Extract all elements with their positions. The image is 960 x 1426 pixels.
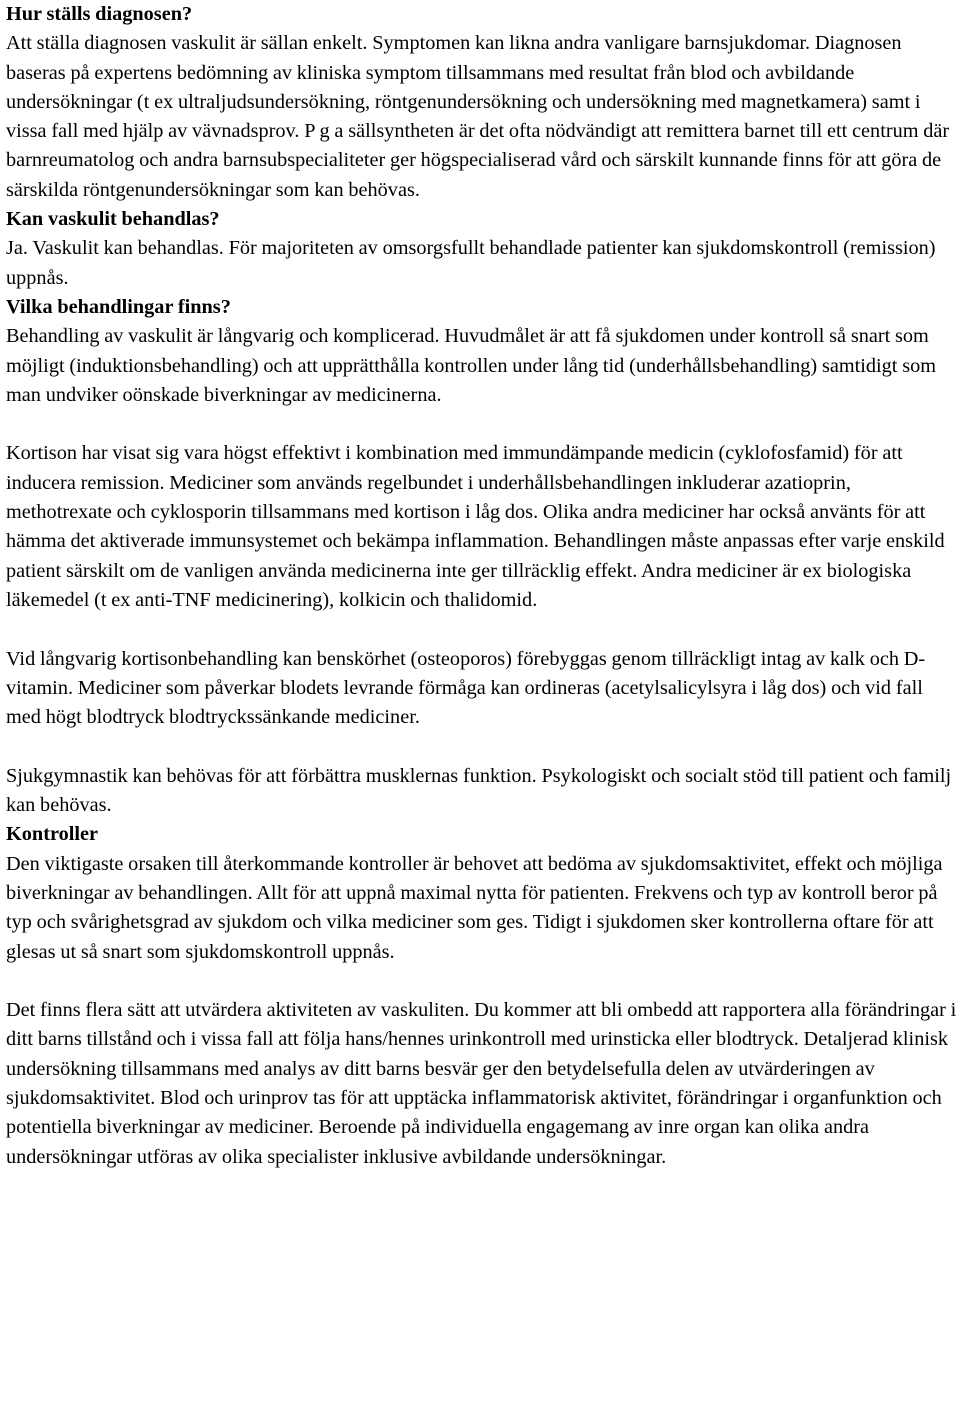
paragraph-treatments-1: Behandling av vaskulit är långvarig och komplicerad. Huvudmålet är att få sjukdomen under kontroll så snart som möjligt (induktionsbehandling) och att upprätthålla kontrollen under lång tid (underhållsbehandling) samtidigt som man undviker oönskade biverkningar av medicinerna. [6,325,937,406]
section-controls [6,820,958,1172]
heading-controls: Kontroller [6,823,98,846]
paragraph-treatments-4: Sjukgymnastik kan behövas för att förbättra musklernas funktion. Psykologiskt och socialt stöd till patient och familj kan behövas. [6,764,952,817]
heading-diagnosis: Hur ställs diagnosen? [6,3,193,25]
section-treatable [6,205,958,293]
paragraph-treatments-2: Kortison har visat sig vara högst effektivt i kombination med immundämpande medicin (cyklofosfamid) för att inducera remission. Mediciner som används regelbundet i underhållsbehandlingen inkluderar azatioprin, methotrexate och cyklosporin tillsammans med kortison i låg dos. Olika andra mediciner har också använts för att hämma det aktiverade immunsystemet och bekämpa inflammation. Behandlingen måste anpassas efter varje enskild patient särskilt om de vanligen använda medicinerna inte ger tillräcklig effekt. Andra mediciner är ex biologiska läkemedel (t ex anti-TNF medicinering), kolkicin och thalidomid. [6,442,945,611]
section-diagnosis [6,0,958,205]
paragraph-controls-1: Den viktigaste orsaken till återkommande kontroller är behovet att bedöma av sjukdomsaktivitet, effekt och möjliga biverkningar av behandlingen. Allt för att uppnå maximal nytta för patienten. Frekvens och typ av kontroll beror på typ och svårighetsgrad av sjukdom och vilka mediciner som ges. Tidigt i sjukdomen sker kontrollerna oftare för att glesas ut så snart som sjukdomskontroll uppnås. [6,852,943,963]
paragraph-treatments-3: Vid långvarig kortisonbehandling kan benskörhet (osteoporos) förebyggas genom tillräckligt intag av kalk och D-vitamin. Mediciner som påverkar blodets levrande förmåga kan ordineras (acetylsalicylsyra i låg dos) och vid fall med högt blodtryck blodtryckssänkande mediciner. [6,647,926,729]
section-treatments [6,293,958,820]
heading-treatable: Kan vaskulit behandlas? [6,208,220,231]
paragraph-controls-2: Det finns flera sätt att utvärdera aktiviteten av vaskuliten. Du kommer att bli ombedd att rapportera alla förändringar i ditt barns tillstånd och i vissa fall att följa hans/hennes urinkontroll med urinsticka eller blodtryck. Detaljerad klinisk undersökning tillsammans med analys av ditt barns besvär ger den betydelsefulla delen av utvärderingen av sjukdomsaktivitet. Blod och urinprov tas för att upptäcka inflammatorisk aktivitet, förändringar i organfunktion och potentiella biverkningar av mediciner. Beroende på individuella engagemang av inre organ kan olika andra undersökningar utföras av olika specialister inklusive avbildande undersökningar. [6,999,957,1168]
heading-treatments: Vilka behandlingar finns? [6,295,231,318]
paragraph-diagnosis: Att ställa diagnosen vaskulit är sällan enkelt. Symptomen kan likna andra vanligare barnsjukdomar. Diagnosen baseras på expertens bedömning av kliniska symptom tillsammans med resultat från blod och avbildande undersökningar (t ex ultraljudsundersökning, röntgenundersökning och undersökning med magnetkamera) samt i vissa fall med hjälp av vävnadsprov. P g a sällsyntheten är det ofta nödvändigt att remittera barnet till ett centrum där barnreumatolog och andra barnsubspecialiteter ger högspecialiserad vård och särskilt kunnande finns för att göra de särskilda röntgenundersökningar som kan behövas. [6,32,950,201]
paragraph-treatable: Ja. Vaskulit kan behandlas. För majoriteten av omsorgsfullt behandlade patienter kan sjukdomskontroll (remission) uppnås. [6,237,936,289]
